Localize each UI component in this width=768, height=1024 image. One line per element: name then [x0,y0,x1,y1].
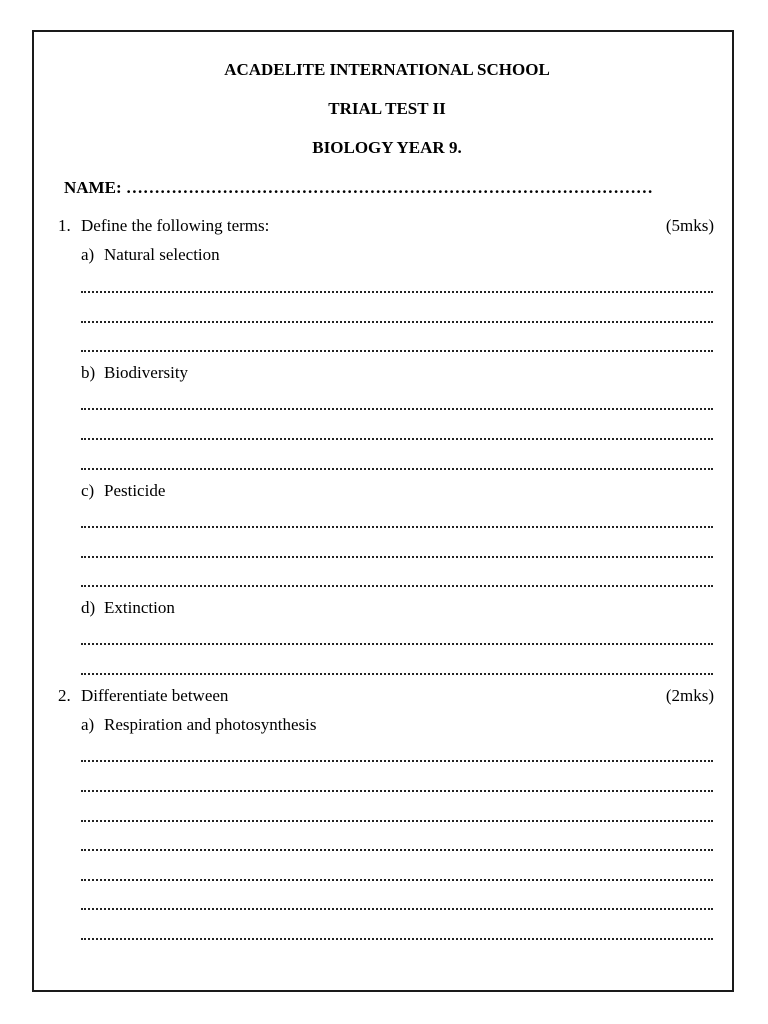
answer-line[interactable] [81,810,713,822]
answer-line[interactable] [81,516,713,528]
answer-line[interactable] [81,340,713,352]
answer-line[interactable] [81,928,713,940]
question-number: 2. [58,686,71,705]
question-prompt: Differentiate between [81,686,229,705]
part-letter: d) [81,598,96,617]
answer-line[interactable] [81,898,713,910]
answer-line[interactable] [81,839,713,851]
part-text: Biodiversity [104,363,189,382]
question-marks: (2mks) [665,686,714,705]
answer-line[interactable] [81,311,713,323]
answer-line[interactable] [81,663,713,675]
question-1-part-c [81,481,165,501]
name-dots: ………………………………………………………………………………… [125,178,653,197]
school-title: ACADELITE INTERNATIONAL SCHOOL [224,60,550,79]
test-title: TRIAL TEST II [328,99,446,118]
answer-line[interactable] [81,281,713,293]
answer-line[interactable] [81,546,713,558]
question-1-part-d [81,598,175,618]
part-text: Respiration and photosynthesis [104,715,317,734]
part-letter: a) [81,245,95,264]
question-2 [58,686,714,706]
part-text: Pesticide [104,481,166,500]
part-text: Natural selection [104,245,220,264]
question-number: 1. [58,216,71,235]
answer-line[interactable] [81,458,713,470]
part-letter: c) [81,481,95,500]
subject-title: BIOLOGY YEAR 9. [312,138,462,157]
question-prompt: Define the following terms: [81,216,270,235]
name-field[interactable] [64,178,714,198]
name-label: NAME: [64,178,122,197]
answer-line[interactable] [81,750,713,762]
answer-line[interactable] [81,633,713,645]
question-1 [58,216,714,236]
answer-line[interactable] [81,869,713,881]
question-2-part-a [81,715,316,735]
answer-line[interactable] [81,575,713,587]
question-marks: (5mks) [665,216,714,235]
part-text: Extinction [104,598,175,617]
question-1-part-b [81,363,188,383]
answer-line[interactable] [81,780,713,792]
question-1-part-a [81,245,220,265]
answer-line[interactable] [81,428,713,440]
part-letter: a) [81,715,95,734]
answer-line[interactable] [81,398,713,410]
part-letter: b) [81,363,96,382]
